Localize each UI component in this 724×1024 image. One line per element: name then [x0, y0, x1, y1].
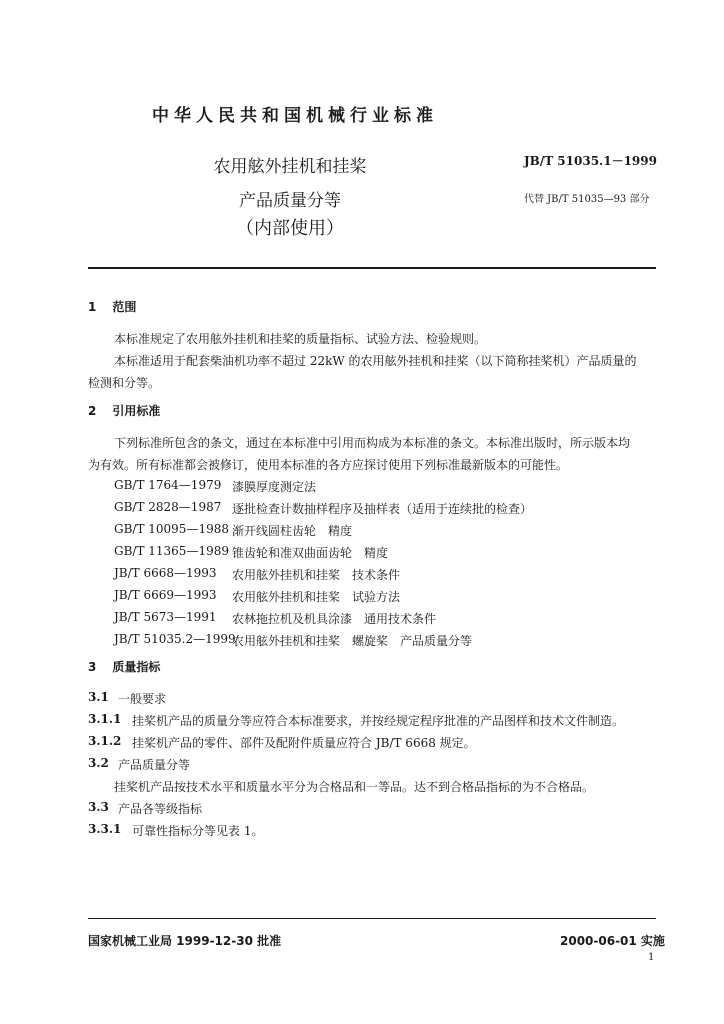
reference-code: JB/T 6669—1993: [114, 588, 217, 602]
standard-code: JB/T 51035.1－1999: [524, 154, 657, 168]
reference-title: 漆膜厚度测定法: [232, 480, 317, 494]
clause-number: 3.3.1: [88, 822, 122, 836]
clause-title: 一般要求: [118, 692, 167, 706]
reference-code: GB/T 10095—1988: [114, 522, 229, 536]
section-title: 范围: [112, 300, 137, 314]
paragraph: 下列标准所包含的条文，通过在本标准中引用而构成为本标准的条文。本标准出版时，所示版本均: [114, 436, 631, 450]
reference-title: 农林拖拉机及机具涂漆 通用技术条件: [232, 612, 437, 626]
section-number: 2: [88, 404, 97, 418]
clause-text: 挂桨机产品的零件、部件及配附件质量应符合 JB/T 6668 规定。: [132, 736, 476, 750]
header-divider: [88, 267, 656, 269]
reference-title: 农用舷外挂机和挂桨 技术条件: [232, 568, 401, 582]
document-subtitle: 产品质量分等: [239, 191, 341, 211]
issuing-organization: 中华人民共和国机械行业标准: [152, 106, 438, 126]
section-3-heading: [88, 658, 160, 675]
implementation-date: 2000-06-01 实施: [560, 934, 665, 948]
reference-title: 锥齿轮和准双曲面齿轮 精度: [232, 546, 389, 560]
paragraph-continuation: 检测和分等。: [88, 376, 161, 390]
paragraph: 本标准规定了农用舷外挂机和挂桨的质量指标、试验方法、检验规则。: [114, 332, 487, 346]
paragraph-continuation: 为有效。所有标准都会被修订，使用本标准的各方应探讨使用下列标准最新版本的可能性。: [88, 458, 569, 472]
clause-number: 3.1: [88, 690, 109, 704]
document-note: （内部使用）: [236, 218, 344, 239]
reference-code: JB/T 51035.2—1999: [114, 632, 236, 646]
section-title: 引用标准: [112, 404, 161, 418]
reference-code: JB/T 5673—1991: [114, 610, 217, 624]
approval-line: 国家机械工业局 1999-12-30 批准: [88, 934, 282, 948]
section-2-heading: [88, 402, 160, 419]
section-number: 3: [88, 660, 97, 674]
clause-number: 3.2: [88, 756, 109, 770]
clause-title: 产品质量分等: [118, 758, 191, 772]
section-title: 质量指标: [112, 660, 161, 674]
clause-title: 产品各等级指标: [118, 802, 203, 816]
section-number: 1: [88, 300, 97, 314]
reference-title: 逐批检查计数抽样程序及抽样表（适用于连续批的检查）: [232, 502, 533, 516]
reference-code: JB/T 6668—1993: [114, 566, 217, 580]
section-1-heading: [88, 298, 136, 315]
document-title: 农用舷外挂机和挂桨: [213, 157, 367, 177]
reference-code: GB/T 11365—1989: [114, 544, 229, 558]
footer-divider: [88, 918, 656, 919]
clause-number: 3.1.2: [88, 734, 122, 748]
clause-number: 3.3: [88, 800, 109, 814]
replaces-note: 代替 JB/T 51035—93 部分: [524, 194, 650, 205]
reference-code: GB/T 2828—1987: [114, 500, 222, 514]
paragraph: 挂桨机产品按技术水平和质量水平分为合格品和一等品。达不到合格品指标的为不合格品。: [114, 780, 595, 794]
reference-title: 渐开线圆柱齿轮 精度: [232, 524, 353, 538]
clause-text: 挂桨机产品的质量分等应符合本标准要求，并按经规定程序批准的产品图样和技术文件制造。: [132, 714, 625, 728]
reference-code: GB/T 1764—1979: [114, 478, 222, 492]
reference-title: 农用舷外挂机和挂桨 螺旋桨 产品质量分等: [232, 634, 473, 648]
clause-number: 3.1.1: [88, 712, 122, 726]
clause-text: 可靠性指标分等见表 1。: [132, 824, 264, 838]
page-number: 1: [648, 952, 655, 963]
paragraph: 本标准适用于配套柴油机功率不超过 22kW 的农用舷外挂机和挂桨（以下简称挂桨机）产品质量的: [114, 354, 637, 368]
reference-title: 农用舷外挂机和挂桨 试验方法: [232, 590, 401, 604]
